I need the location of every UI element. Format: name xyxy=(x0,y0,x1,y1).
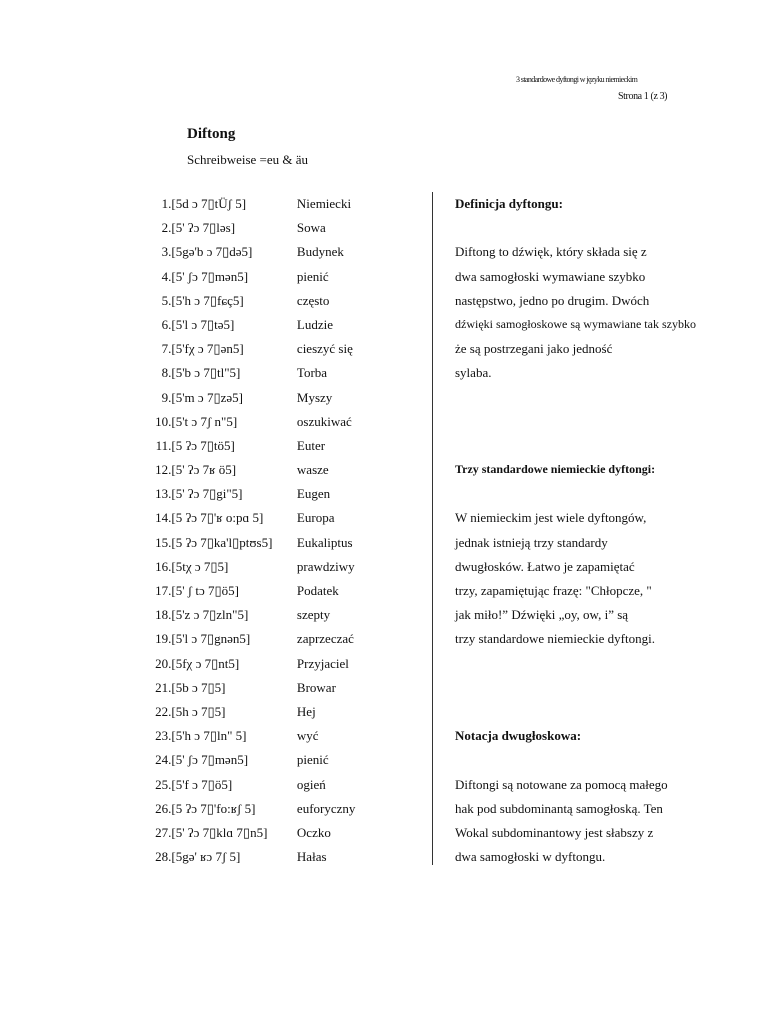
item-number: 22. xyxy=(155,703,172,719)
item-transcription: [5'l ɔ 7▯tə5] xyxy=(171,316,235,332)
item-transcription: [5'b ɔ 7▯tl"5] xyxy=(171,365,241,381)
item-word: ogień xyxy=(296,776,326,792)
item-transcription: [5' ʔɔ 7▯ləs] xyxy=(171,220,236,236)
item-transcription: [5gə'b ɔ 7▯də5] xyxy=(171,244,253,260)
item-word: Hałas xyxy=(296,849,327,865)
list-item xyxy=(140,583,380,607)
paragraph-line: W niemieckim jest wiele dyftongów, xyxy=(455,510,647,526)
paragraph-line: trzy, zapamiętując frazę: "Chłopcze, " xyxy=(455,583,652,598)
item-word: Europa xyxy=(296,510,335,526)
item-number: 20. xyxy=(155,655,172,671)
item-transcription: [5 ʔɔ 7▯tö5] xyxy=(171,437,235,453)
item-number: 7. xyxy=(161,341,172,357)
word-list xyxy=(140,196,380,873)
item-number: 24. xyxy=(155,752,172,768)
item-number: 12. xyxy=(155,462,172,478)
list-item xyxy=(140,244,380,268)
list-item xyxy=(140,293,380,317)
item-transcription: [5b ɔ 7▯5] xyxy=(171,679,226,695)
list-item xyxy=(140,680,380,704)
item-transcription: [5't ɔ 7ʃ n"5] xyxy=(171,413,238,429)
list-item xyxy=(140,341,380,365)
column-divider xyxy=(432,192,433,865)
item-number: 21. xyxy=(155,679,172,695)
item-word: Hej xyxy=(296,703,316,719)
heading-definition: Definicja dyftongu: xyxy=(455,196,563,211)
item-number: 23. xyxy=(155,728,172,744)
item-word: Ludzie xyxy=(296,316,334,332)
running-header: 3 standardowe dyftongi w języku niemieckim xyxy=(516,75,638,84)
list-item xyxy=(140,535,380,559)
item-transcription: [5'm ɔ 7▯zə5] xyxy=(171,389,243,405)
item-number: 14. xyxy=(155,510,172,526)
item-word: prawdziwy xyxy=(296,558,355,574)
item-transcription: [5'l ɔ 7▯gnən5] xyxy=(171,631,251,647)
item-number: 10. xyxy=(155,413,172,429)
list-item xyxy=(140,365,380,389)
item-number: 3. xyxy=(161,244,172,260)
item-number: 9. xyxy=(161,389,172,405)
list-item xyxy=(140,728,380,752)
item-number: 8. xyxy=(161,365,172,381)
item-word: szepty xyxy=(296,607,331,623)
item-word: Budynek xyxy=(296,244,344,260)
item-number: 17. xyxy=(155,583,172,598)
item-word: Przyjaciel xyxy=(296,655,349,671)
paragraph-line: że są postrzegani jako jedność xyxy=(455,341,613,357)
item-transcription: [5'f ɔ 7▯ö5] xyxy=(171,776,233,792)
paragraph-line: następstwo, jedno po drugim. Dwóch xyxy=(455,292,650,308)
item-transcription: [5'z ɔ 7▯zln"5] xyxy=(171,607,249,623)
item-transcription: [5' ʔɔ 7▯gi"5] xyxy=(171,486,243,502)
list-item xyxy=(140,269,380,293)
list-item xyxy=(140,317,380,341)
item-number: 19. xyxy=(155,631,172,647)
list-item xyxy=(140,607,380,631)
item-word: oszukiwać xyxy=(296,413,352,429)
item-number: 16. xyxy=(155,558,172,574)
item-word: Oczko xyxy=(296,824,331,840)
item-word: Sowa xyxy=(296,220,326,236)
item-word: wyć xyxy=(296,728,319,744)
heading-notation: Notacja dwugłoskowa: xyxy=(455,728,582,744)
item-word: Torba xyxy=(296,365,328,381)
list-item xyxy=(140,849,380,873)
list-item xyxy=(140,196,380,220)
page-title: Diftong xyxy=(187,126,236,142)
item-word: często xyxy=(296,292,330,308)
item-transcription: [5gə' ʁɔ 7ʃ 5] xyxy=(171,849,241,865)
list-item xyxy=(140,752,380,776)
paragraph-line: Diftongi są notowane za pomocą małego xyxy=(455,776,668,792)
list-item xyxy=(140,825,380,849)
item-number: 15. xyxy=(155,534,172,550)
list-item xyxy=(140,777,380,801)
list-item xyxy=(140,390,380,414)
item-word: zaprzeczać xyxy=(296,631,354,647)
list-item xyxy=(140,631,380,655)
item-transcription: [5' ʃɔ 7▯mən5] xyxy=(171,268,249,284)
list-item xyxy=(140,462,380,486)
paragraph-line: jak miło!” Dźwięki „oy, ow, i” są xyxy=(455,607,629,623)
paragraph-line: sylaba. xyxy=(455,365,492,381)
item-number: 4. xyxy=(161,268,172,284)
item-number: 11. xyxy=(155,437,172,453)
item-transcription: [5 ʔɔ 7▯ka'l▯ptʊs5] xyxy=(171,534,273,550)
item-number: 25. xyxy=(155,776,172,792)
list-item xyxy=(140,704,380,728)
paragraph-line: hak pod subdominantą samogłoską. Ten xyxy=(455,800,663,816)
item-word: Browar xyxy=(296,679,336,695)
item-transcription: [5fχ ɔ 7▯nt5] xyxy=(171,655,240,671)
page-subtitle: Schreibweise =eu & äu xyxy=(187,152,309,167)
item-transcription: [5tχ ɔ 7▯5] xyxy=(171,558,229,574)
paragraph-line: Diftong to dźwięk, który składa się z xyxy=(455,244,647,260)
item-number: 28. xyxy=(155,849,172,865)
paragraph-line: jednak istnieją trzy standardy xyxy=(455,534,608,550)
list-item xyxy=(140,438,380,462)
item-number: 1. xyxy=(161,196,172,211)
item-word: Niemiecki xyxy=(296,196,352,211)
item-word: Myszy xyxy=(296,389,333,405)
item-number: 27. xyxy=(155,824,172,840)
list-item xyxy=(140,220,380,244)
paragraph-line: Wokal subdominantowy jest słabszy z xyxy=(455,824,654,840)
paragraph-line: dwa samogłoski wymawiane szybko xyxy=(455,268,646,284)
item-word: Eugen xyxy=(296,486,331,502)
item-word: cieszyć się xyxy=(296,341,353,357)
item-word: Eukaliptus xyxy=(296,534,353,550)
list-item xyxy=(140,510,380,534)
item-transcription: [5' ʃ tɔ 7▯ö5] xyxy=(171,583,240,598)
list-item xyxy=(140,559,380,583)
paragraph-line: dźwięki samogłoskowe są wymawiane tak szybko xyxy=(455,316,696,331)
item-transcription: [5' ʃɔ 7▯mən5] xyxy=(171,752,249,768)
item-number: 13. xyxy=(155,486,172,502)
item-transcription: [5 ʔɔ 7▯'fo:ʁʃ 5] xyxy=(171,800,256,816)
list-item xyxy=(140,414,380,438)
item-word: pienić xyxy=(296,752,329,768)
paragraph-line: dwugłosków. Łatwo je zapamiętać xyxy=(455,558,635,574)
item-number: 26. xyxy=(155,800,172,816)
item-transcription: [5'h ɔ 7▯fɕç5] xyxy=(171,292,244,308)
list-item xyxy=(140,656,380,680)
item-transcription: [5' ʔɔ 7ʁ ö5] xyxy=(171,462,237,478)
item-number: 2. xyxy=(161,220,172,236)
list-item xyxy=(140,801,380,825)
item-number: 6. xyxy=(161,316,172,332)
item-transcription: [5d ɔ 7▯tÜʃ 5] xyxy=(171,196,247,211)
item-word: pienić xyxy=(296,268,329,284)
item-transcription: [5 ʔɔ 7▯'ʁ o:pɑ 5] xyxy=(171,510,264,526)
right-column xyxy=(455,196,755,873)
paragraph-line: dwa samogłoski w dyftongu. xyxy=(455,849,606,865)
item-word: euforyczny xyxy=(296,800,356,816)
heading-standard-diphthongs: Trzy standardowe niemieckie dyftongi: xyxy=(455,462,656,477)
item-transcription: [5'h ɔ 7▯ln" 5] xyxy=(171,728,247,744)
list-item xyxy=(140,486,380,510)
item-word: wasze xyxy=(296,462,329,478)
page-number: Strona 1 (z 3) xyxy=(618,91,668,102)
item-word: Podatek xyxy=(296,583,339,598)
item-number: 5. xyxy=(161,292,172,308)
item-word: Euter xyxy=(296,437,326,453)
paragraph-line: trzy standardowe niemieckie dyftongi. xyxy=(455,631,655,647)
item-transcription: [5h ɔ 7▯5] xyxy=(171,703,226,719)
item-number: 18. xyxy=(155,607,172,623)
item-transcription: [5'fχ ɔ 7▯ən5] xyxy=(171,341,244,357)
item-transcription: [5' ʔɔ 7▯klɑ 7▯n5] xyxy=(171,824,268,840)
